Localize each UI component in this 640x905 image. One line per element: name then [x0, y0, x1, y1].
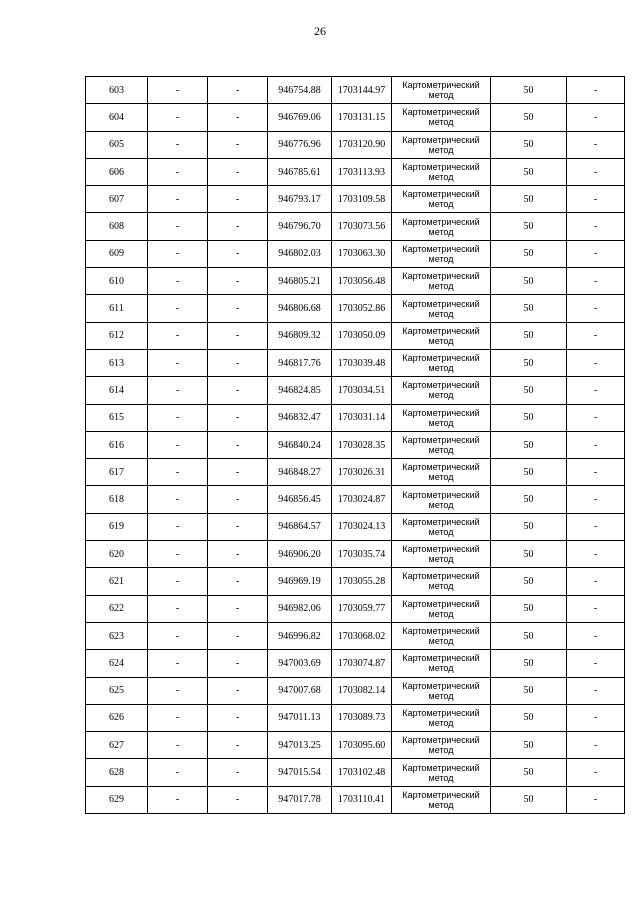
- x-coordinate-cell: 947007.68: [268, 677, 332, 704]
- table-row: [86, 240, 625, 267]
- accuracy-cell: 50: [491, 486, 567, 513]
- method-cell: Картометрический метод: [392, 322, 491, 349]
- point-number-cell: 619: [86, 513, 148, 540]
- dash-cell: -: [567, 104, 625, 131]
- dash-cell: -: [567, 459, 625, 486]
- dash-cell: -: [148, 158, 208, 185]
- accuracy-cell: 50: [491, 704, 567, 731]
- dash-cell: -: [208, 459, 268, 486]
- method-cell: Картометрический метод: [392, 349, 491, 376]
- accuracy-cell: 50: [491, 732, 567, 759]
- dash-cell: -: [208, 650, 268, 677]
- accuracy-cell: 50: [491, 513, 567, 540]
- dash-cell: -: [567, 240, 625, 267]
- dash-cell: -: [567, 186, 625, 213]
- y-coordinate-cell: 1703068.02: [332, 622, 392, 649]
- point-number-cell: 623: [86, 622, 148, 649]
- dash-cell: -: [148, 622, 208, 649]
- point-number-cell: 607: [86, 186, 148, 213]
- dash-cell: -: [208, 268, 268, 295]
- table-row: [86, 541, 625, 568]
- x-coordinate-cell: 946805.21: [268, 268, 332, 295]
- dash-cell: -: [567, 732, 625, 759]
- y-coordinate-cell: 1703031.14: [332, 404, 392, 431]
- point-number-cell: 608: [86, 213, 148, 240]
- point-number-cell: 621: [86, 568, 148, 595]
- dash-cell: -: [148, 595, 208, 622]
- method-cell: Картометрический метод: [392, 104, 491, 131]
- dash-cell: -: [567, 759, 625, 786]
- method-cell: Картометрический метод: [392, 77, 491, 104]
- dash-cell: -: [567, 595, 625, 622]
- point-number-cell: 629: [86, 786, 148, 813]
- table-row: [86, 459, 625, 486]
- dash-cell: -: [148, 786, 208, 813]
- dash-cell: -: [567, 677, 625, 704]
- accuracy-cell: 50: [491, 650, 567, 677]
- accuracy-cell: 50: [491, 268, 567, 295]
- method-cell: Картометрический метод: [392, 295, 491, 322]
- table-row: [86, 268, 625, 295]
- x-coordinate-cell: 947015.54: [268, 759, 332, 786]
- dash-cell: -: [208, 431, 268, 458]
- point-number-cell: 627: [86, 732, 148, 759]
- dash-cell: -: [567, 568, 625, 595]
- y-coordinate-cell: 1703024.13: [332, 513, 392, 540]
- dash-cell: -: [208, 677, 268, 704]
- point-number-cell: 625: [86, 677, 148, 704]
- point-number-cell: 628: [86, 759, 148, 786]
- table-row: [86, 431, 625, 458]
- dash-cell: -: [208, 158, 268, 185]
- dash-cell: -: [148, 268, 208, 295]
- dash-cell: -: [148, 240, 208, 267]
- dash-cell: -: [148, 322, 208, 349]
- dash-cell: -: [567, 650, 625, 677]
- method-cell: Картометрический метод: [392, 677, 491, 704]
- x-coordinate-cell: 947013.25: [268, 732, 332, 759]
- dash-cell: -: [567, 322, 625, 349]
- method-cell: Картометрический метод: [392, 213, 491, 240]
- dash-cell: -: [208, 77, 268, 104]
- point-number-cell: 624: [86, 650, 148, 677]
- table-row: [86, 295, 625, 322]
- method-cell: Картометрический метод: [392, 404, 491, 431]
- method-cell: Картометрический метод: [392, 431, 491, 458]
- y-coordinate-cell: 1703063.30: [332, 240, 392, 267]
- dash-cell: -: [208, 404, 268, 431]
- dash-cell: -: [567, 431, 625, 458]
- y-coordinate-cell: 1703028.35: [332, 431, 392, 458]
- x-coordinate-cell: 946848.27: [268, 459, 332, 486]
- point-number-cell: 617: [86, 459, 148, 486]
- method-cell: Картометрический метод: [392, 513, 491, 540]
- table-row: [86, 349, 625, 376]
- y-coordinate-cell: 1703055.28: [332, 568, 392, 595]
- y-coordinate-cell: 1703073.56: [332, 213, 392, 240]
- point-number-cell: 604: [86, 104, 148, 131]
- dash-cell: -: [208, 131, 268, 158]
- dash-cell: -: [567, 158, 625, 185]
- method-cell: Картометрический метод: [392, 759, 491, 786]
- point-number-cell: 603: [86, 77, 148, 104]
- accuracy-cell: 50: [491, 595, 567, 622]
- x-coordinate-cell: 946769.06: [268, 104, 332, 131]
- table-row: [86, 186, 625, 213]
- method-cell: Картометрический метод: [392, 158, 491, 185]
- y-coordinate-cell: 1703050.09: [332, 322, 392, 349]
- accuracy-cell: 50: [491, 186, 567, 213]
- accuracy-cell: 50: [491, 622, 567, 649]
- dash-cell: -: [148, 213, 208, 240]
- x-coordinate-cell: 946906.20: [268, 541, 332, 568]
- x-coordinate-cell: 946802.03: [268, 240, 332, 267]
- dash-cell: -: [148, 704, 208, 731]
- table-row: [86, 677, 625, 704]
- point-number-cell: 616: [86, 431, 148, 458]
- accuracy-cell: 50: [491, 131, 567, 158]
- accuracy-cell: 50: [491, 431, 567, 458]
- dash-cell: -: [148, 431, 208, 458]
- y-coordinate-cell: 1703024.87: [332, 486, 392, 513]
- method-cell: Картометрический метод: [392, 377, 491, 404]
- table-body: [86, 77, 625, 814]
- table-row: [86, 158, 625, 185]
- dash-cell: -: [208, 786, 268, 813]
- coordinates-table: [85, 76, 625, 814]
- dash-cell: -: [567, 377, 625, 404]
- dash-cell: -: [567, 295, 625, 322]
- dash-cell: -: [567, 268, 625, 295]
- dash-cell: -: [148, 186, 208, 213]
- y-coordinate-cell: 1703131.15: [332, 104, 392, 131]
- dash-cell: -: [567, 622, 625, 649]
- y-coordinate-cell: 1703052.86: [332, 295, 392, 322]
- method-cell: Картометрический метод: [392, 786, 491, 813]
- dash-cell: -: [567, 213, 625, 240]
- point-number-cell: 605: [86, 131, 148, 158]
- x-coordinate-cell: 946754.88: [268, 77, 332, 104]
- dash-cell: -: [208, 622, 268, 649]
- method-cell: Картометрический метод: [392, 541, 491, 568]
- x-coordinate-cell: 946840.24: [268, 431, 332, 458]
- table-row: [86, 704, 625, 731]
- x-coordinate-cell: 947003.69: [268, 650, 332, 677]
- point-number-cell: 612: [86, 322, 148, 349]
- dash-cell: -: [567, 404, 625, 431]
- table-row: [86, 650, 625, 677]
- dash-cell: -: [208, 486, 268, 513]
- table-row: [86, 786, 625, 813]
- y-coordinate-cell: 1703110.41: [332, 786, 392, 813]
- x-coordinate-cell: 946832.47: [268, 404, 332, 431]
- dash-cell: -: [208, 186, 268, 213]
- point-number-cell: 620: [86, 541, 148, 568]
- dash-cell: -: [148, 77, 208, 104]
- method-cell: Картометрический метод: [392, 131, 491, 158]
- x-coordinate-cell: 946796.70: [268, 213, 332, 240]
- x-coordinate-cell: 946806.68: [268, 295, 332, 322]
- y-coordinate-cell: 1703035.74: [332, 541, 392, 568]
- y-coordinate-cell: 1703039.48: [332, 349, 392, 376]
- dash-cell: -: [208, 541, 268, 568]
- point-number-cell: 606: [86, 158, 148, 185]
- method-cell: Картометрический метод: [392, 186, 491, 213]
- table-row: [86, 622, 625, 649]
- dash-cell: -: [208, 295, 268, 322]
- method-cell: Картометрический метод: [392, 486, 491, 513]
- dash-cell: -: [567, 513, 625, 540]
- x-coordinate-cell: 946969.19: [268, 568, 332, 595]
- accuracy-cell: 50: [491, 377, 567, 404]
- x-coordinate-cell: 946982.06: [268, 595, 332, 622]
- x-coordinate-cell: 947017.78: [268, 786, 332, 813]
- method-cell: Картометрический метод: [392, 732, 491, 759]
- y-coordinate-cell: 1703102.48: [332, 759, 392, 786]
- page-number: 26: [314, 24, 326, 38]
- point-number-cell: 613: [86, 349, 148, 376]
- dash-cell: -: [567, 786, 625, 813]
- dash-cell: -: [208, 377, 268, 404]
- method-cell: Картометрический метод: [392, 704, 491, 731]
- table-row: [86, 513, 625, 540]
- dash-cell: -: [567, 349, 625, 376]
- table-row: [86, 759, 625, 786]
- dash-cell: -: [208, 513, 268, 540]
- point-number-cell: 610: [86, 268, 148, 295]
- dash-cell: -: [567, 541, 625, 568]
- dash-cell: -: [567, 77, 625, 104]
- point-number-cell: 615: [86, 404, 148, 431]
- y-coordinate-cell: 1703089.73: [332, 704, 392, 731]
- accuracy-cell: 50: [491, 322, 567, 349]
- dash-cell: -: [208, 322, 268, 349]
- accuracy-cell: 50: [491, 541, 567, 568]
- accuracy-cell: 50: [491, 459, 567, 486]
- x-coordinate-cell: 946809.32: [268, 322, 332, 349]
- method-cell: Картометрический метод: [392, 595, 491, 622]
- x-coordinate-cell: 946817.76: [268, 349, 332, 376]
- dash-cell: -: [208, 104, 268, 131]
- method-cell: Картометрический метод: [392, 240, 491, 267]
- point-number-cell: 618: [86, 486, 148, 513]
- dash-cell: -: [208, 759, 268, 786]
- x-coordinate-cell: 946996.82: [268, 622, 332, 649]
- table-row: [86, 213, 625, 240]
- accuracy-cell: 50: [491, 295, 567, 322]
- dash-cell: -: [208, 732, 268, 759]
- y-coordinate-cell: 1703034.51: [332, 377, 392, 404]
- y-coordinate-cell: 1703074.87: [332, 650, 392, 677]
- table-row: [86, 131, 625, 158]
- accuracy-cell: 50: [491, 158, 567, 185]
- table-row: [86, 404, 625, 431]
- dash-cell: -: [148, 404, 208, 431]
- table-row: [86, 732, 625, 759]
- dash-cell: -: [148, 459, 208, 486]
- table-row: [86, 595, 625, 622]
- accuracy-cell: 50: [491, 77, 567, 104]
- dash-cell: -: [148, 568, 208, 595]
- dash-cell: -: [148, 650, 208, 677]
- dash-cell: -: [208, 349, 268, 376]
- dash-cell: -: [148, 295, 208, 322]
- point-number-cell: 626: [86, 704, 148, 731]
- dash-cell: -: [148, 677, 208, 704]
- y-coordinate-cell: 1703144.97: [332, 77, 392, 104]
- dash-cell: -: [148, 104, 208, 131]
- dash-cell: -: [148, 349, 208, 376]
- y-coordinate-cell: 1703120.90: [332, 131, 392, 158]
- method-cell: Картометрический метод: [392, 650, 491, 677]
- method-cell: Картометрический метод: [392, 459, 491, 486]
- accuracy-cell: 50: [491, 786, 567, 813]
- point-number-cell: 614: [86, 377, 148, 404]
- y-coordinate-cell: 1703059.77: [332, 595, 392, 622]
- table-row: [86, 568, 625, 595]
- accuracy-cell: 50: [491, 240, 567, 267]
- dash-cell: -: [148, 541, 208, 568]
- point-number-cell: 622: [86, 595, 148, 622]
- x-coordinate-cell: 946776.96: [268, 131, 332, 158]
- dash-cell: -: [567, 486, 625, 513]
- method-cell: Картометрический метод: [392, 268, 491, 295]
- table-row: [86, 77, 625, 104]
- x-coordinate-cell: 947011.13: [268, 704, 332, 731]
- accuracy-cell: 50: [491, 759, 567, 786]
- dash-cell: -: [208, 568, 268, 595]
- accuracy-cell: 50: [491, 104, 567, 131]
- dash-cell: -: [208, 704, 268, 731]
- y-coordinate-cell: 1703026.31: [332, 459, 392, 486]
- y-coordinate-cell: 1703056.48: [332, 268, 392, 295]
- dash-cell: -: [208, 595, 268, 622]
- table-row: [86, 377, 625, 404]
- accuracy-cell: 50: [491, 213, 567, 240]
- x-coordinate-cell: 946856.45: [268, 486, 332, 513]
- y-coordinate-cell: 1703109.58: [332, 186, 392, 213]
- table-row: [86, 104, 625, 131]
- method-cell: Картометрический метод: [392, 622, 491, 649]
- point-number-cell: 609: [86, 240, 148, 267]
- dash-cell: -: [148, 513, 208, 540]
- x-coordinate-cell: 946864.57: [268, 513, 332, 540]
- dash-cell: -: [148, 486, 208, 513]
- y-coordinate-cell: 1703095.60: [332, 732, 392, 759]
- x-coordinate-cell: 946785.61: [268, 158, 332, 185]
- dash-cell: -: [148, 131, 208, 158]
- dash-cell: -: [148, 377, 208, 404]
- point-number-cell: 611: [86, 295, 148, 322]
- table-row: [86, 486, 625, 513]
- dash-cell: -: [208, 240, 268, 267]
- y-coordinate-cell: 1703082.14: [332, 677, 392, 704]
- dash-cell: -: [567, 131, 625, 158]
- y-coordinate-cell: 1703113.93: [332, 158, 392, 185]
- dash-cell: -: [148, 732, 208, 759]
- accuracy-cell: 50: [491, 349, 567, 376]
- x-coordinate-cell: 946793.17: [268, 186, 332, 213]
- accuracy-cell: 50: [491, 568, 567, 595]
- table-row: [86, 322, 625, 349]
- dash-cell: -: [208, 213, 268, 240]
- method-cell: Картометрический метод: [392, 568, 491, 595]
- accuracy-cell: 50: [491, 404, 567, 431]
- x-coordinate-cell: 946824.85: [268, 377, 332, 404]
- dash-cell: -: [148, 759, 208, 786]
- accuracy-cell: 50: [491, 677, 567, 704]
- dash-cell: -: [567, 704, 625, 731]
